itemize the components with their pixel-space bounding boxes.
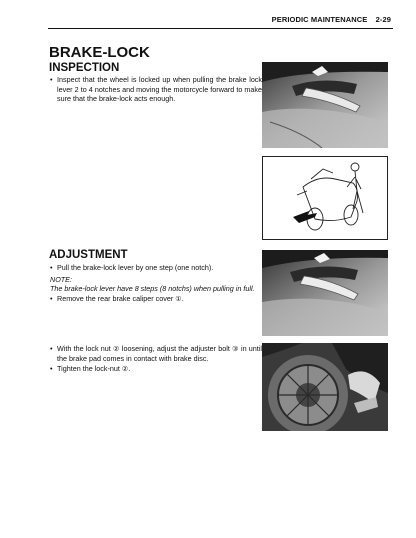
inspection-heading: INSPECTION xyxy=(49,62,120,74)
adjustment-step-2: • Remove the rear brake caliper cover ①. xyxy=(50,294,262,304)
running-head xyxy=(266,15,391,24)
rear-brake-caliper-photo xyxy=(262,343,388,431)
section-name: PERIODIC MAINTENANCE xyxy=(271,15,368,24)
brake-lock-lever-photo xyxy=(262,62,388,148)
motorcycle-push-illustration xyxy=(262,156,388,240)
page-number: 2-29 xyxy=(375,15,391,24)
note-label: NOTE: xyxy=(50,275,72,284)
page-header xyxy=(48,14,393,29)
page-title: BRAKE-LOCK xyxy=(49,44,150,61)
adjustment-heading: ADJUSTMENT xyxy=(49,249,128,261)
brake-lock-adjust-photo xyxy=(262,250,388,336)
adjustment-step-4: • Tighten the lock-nut ②. xyxy=(50,364,262,374)
inspection-step: • Inspect that the wheel is locked up when pulling the brake lock lever 2 to 4 notches and moving the motorcycle forward to make sure that the brake-lock acts enough. xyxy=(50,75,262,104)
adjustment-step-3: • With the lock nut ② loosening, adjust the adjuster bolt ③ in until the brake pad comes in contact with brake disc. xyxy=(50,344,262,363)
adjustment-step-1: • Pull the brake-lock lever by one step (one notch). xyxy=(50,263,262,273)
note-text: The brake-lock lever have 8 steps (8 notchs) when pulling in full. xyxy=(50,284,255,293)
